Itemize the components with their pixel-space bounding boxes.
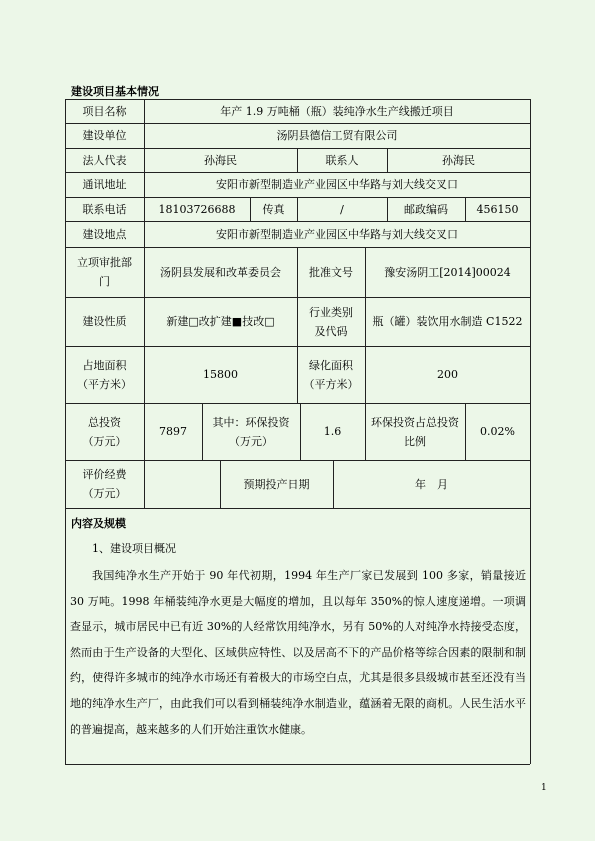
approval-doc-value: 豫安汤阴工[2014]00024 bbox=[384, 265, 511, 279]
land-area-value: 15800 bbox=[203, 368, 238, 381]
postal-code-label: 邮政编码 bbox=[404, 202, 448, 216]
contact-value: 孙海民 bbox=[442, 153, 475, 167]
green-area-label: 绿化面积（平方米） bbox=[303, 358, 359, 391]
total-investment-label: 总投资（万元） bbox=[82, 415, 127, 448]
overview-paragraph: 我国纯净水生产开始于 90 年代初期，1994 年生产厂家已发展到 100 多家，销量接近 30 万吨。1998 年桶装纯净水更是大幅度的增加，且以每年 350%的惊人速度递增。一项调查显示，城市居民中已有近 30%的人经常饮用纯净水，另有 50%的人对纯净水持接受态度，然而由于生产设备的大型化、区域供应特性、以及居高不下的产品价格等综合因素的限制和制约，使得许多城市的纯净水市场还有着极大的市场空白点，尤其是很多县级城市甚至还没有当地的纯净水生产厂，由此我们可以看到桶装纯净水制造业，蕴涵着无限的商机。人民生活水平的普遍提高，越来越多的人们开始注重饮水健康。 bbox=[70, 569, 526, 736]
industry-value: 瓶（罐）装饮用水制造 C1522 bbox=[372, 315, 523, 328]
page-number: 1 bbox=[541, 783, 547, 793]
location-value: 安阳市新型制造业产业园区中华路与刘大线交叉口 bbox=[216, 227, 458, 241]
env-ratio-value: 0.02% bbox=[480, 425, 515, 438]
construction-nature-label: 建设性质 bbox=[82, 315, 127, 328]
section-title-content-scale: 内容及规模 bbox=[71, 517, 126, 530]
phone-value: 18103726688 bbox=[158, 202, 236, 216]
env-investment-label: 其中：环保投资（万元） bbox=[212, 415, 290, 448]
address-value: 安阳市新型制造业产业园区中华路与刘大线交叉口 bbox=[216, 178, 458, 191]
production-date-value: 年 月 bbox=[415, 477, 448, 491]
construction-nature-value: 新建□改扩建■技改□ bbox=[166, 315, 275, 328]
contact-label: 联系人 bbox=[325, 153, 359, 167]
postal-code-value: 456150 bbox=[476, 202, 519, 216]
total-investment-value: 7897 bbox=[159, 425, 187, 438]
fax-value: / bbox=[340, 202, 344, 216]
approval-doc-label: 批准文号 bbox=[309, 265, 353, 279]
approval-dept-value: 汤阴县发展和改革委员会 bbox=[160, 265, 281, 279]
subheading-project-overview: 1、建设项目概况 bbox=[92, 542, 176, 555]
unit-label: 建设单位 bbox=[82, 129, 127, 142]
green-area-value: 200 bbox=[437, 368, 458, 381]
project-name-value: 年产 1.9 万吨桶（瓶）装纯净水生产线搬迁项目 bbox=[220, 104, 454, 118]
evaluation-fee-label: 评价经费（万元） bbox=[82, 468, 127, 500]
evaluation-fee-value bbox=[144, 460, 220, 508]
production-date-label: 预期投产日期 bbox=[243, 477, 310, 491]
env-ratio-label: 环保投资占总投资比例 bbox=[371, 415, 459, 448]
approval-dept-label: 立项审批部门 bbox=[77, 256, 132, 288]
industry-label: 行业类别及代码 bbox=[309, 305, 353, 338]
env-investment-value: 1.6 bbox=[323, 425, 342, 438]
section-title-basic-info: 建设项目基本情况 bbox=[71, 85, 159, 98]
location-label: 建设地点 bbox=[82, 227, 127, 241]
address-label: 通讯地址 bbox=[82, 178, 127, 191]
phone-label: 联系电话 bbox=[82, 202, 127, 216]
project-name-label: 项目名称 bbox=[82, 104, 127, 118]
unit-value: 汤阴县德信工贸有限公司 bbox=[276, 129, 398, 142]
legal-rep-label: 法人代表 bbox=[82, 153, 127, 167]
legal-rep-value: 孙海民 bbox=[204, 153, 237, 167]
land-area-label: 占地面积（平方米） bbox=[77, 358, 132, 391]
fax-label: 传真 bbox=[262, 202, 285, 216]
